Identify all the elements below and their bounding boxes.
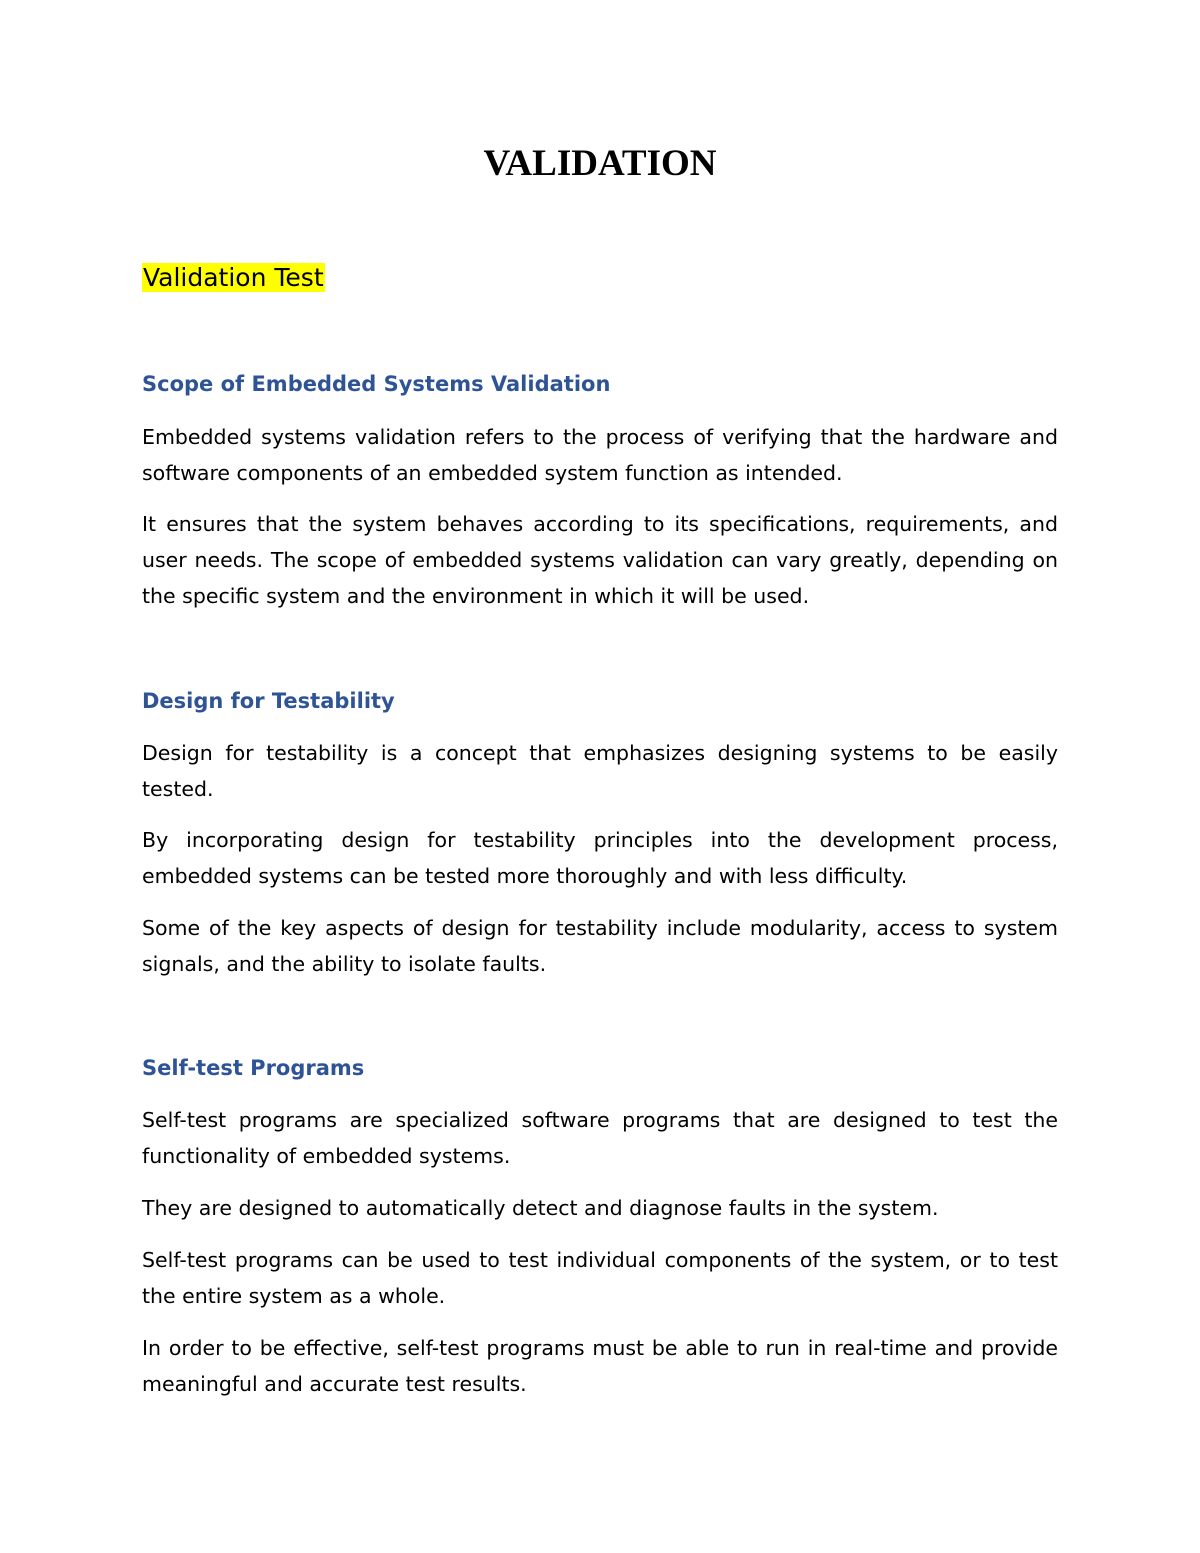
paragraph: By incorporating design for testability principles into the development process, embedded systems can be tested more thoroughly and with less difficulty. — [142, 828, 1058, 888]
paragraph: Design for testability is a concept that emphasizes designing systems to be easily tested. — [142, 741, 1058, 801]
paragraph: They are designed to automatically detect and diagnose faults in the system. — [142, 1196, 939, 1220]
paragraph: Self-test programs are specialized software programs that are designed to test the functionality of embedded systems. — [142, 1108, 1058, 1168]
paragraph: It ensures that the system behaves according to its specifications, requirements, and user needs. The scope of embedded systems validation can vary greatly, depending on the specific system and the environment in which it will be used. — [142, 512, 1058, 608]
section-heading-scope: Scope of Embedded Systems Validation — [142, 372, 611, 396]
section-heading-self-test-programs: Self-test Programs — [142, 1056, 365, 1080]
paragraph: In order to be effective, self-test programs must be able to run in real-time and provide meaningful and accurate test results. — [142, 1336, 1058, 1396]
page-title: VALIDATION — [483, 143, 717, 184]
paragraph: Self-test programs can be used to test individual components of the system, or to test the entire system as a whole. — [142, 1248, 1058, 1308]
paragraph: Embedded systems validation refers to the process of verifying that the hardware and software components of an embedded system function as intended. — [142, 425, 1058, 485]
section-heading-design-for-testability: Design for Testability — [142, 689, 395, 713]
paragraph: Some of the key aspects of design for testability include modularity, access to system signals, and the ability to isolate faults. — [142, 916, 1058, 976]
highlighted-heading-text: Validation Test — [143, 263, 324, 292]
highlighted-heading — [142, 258, 325, 298]
